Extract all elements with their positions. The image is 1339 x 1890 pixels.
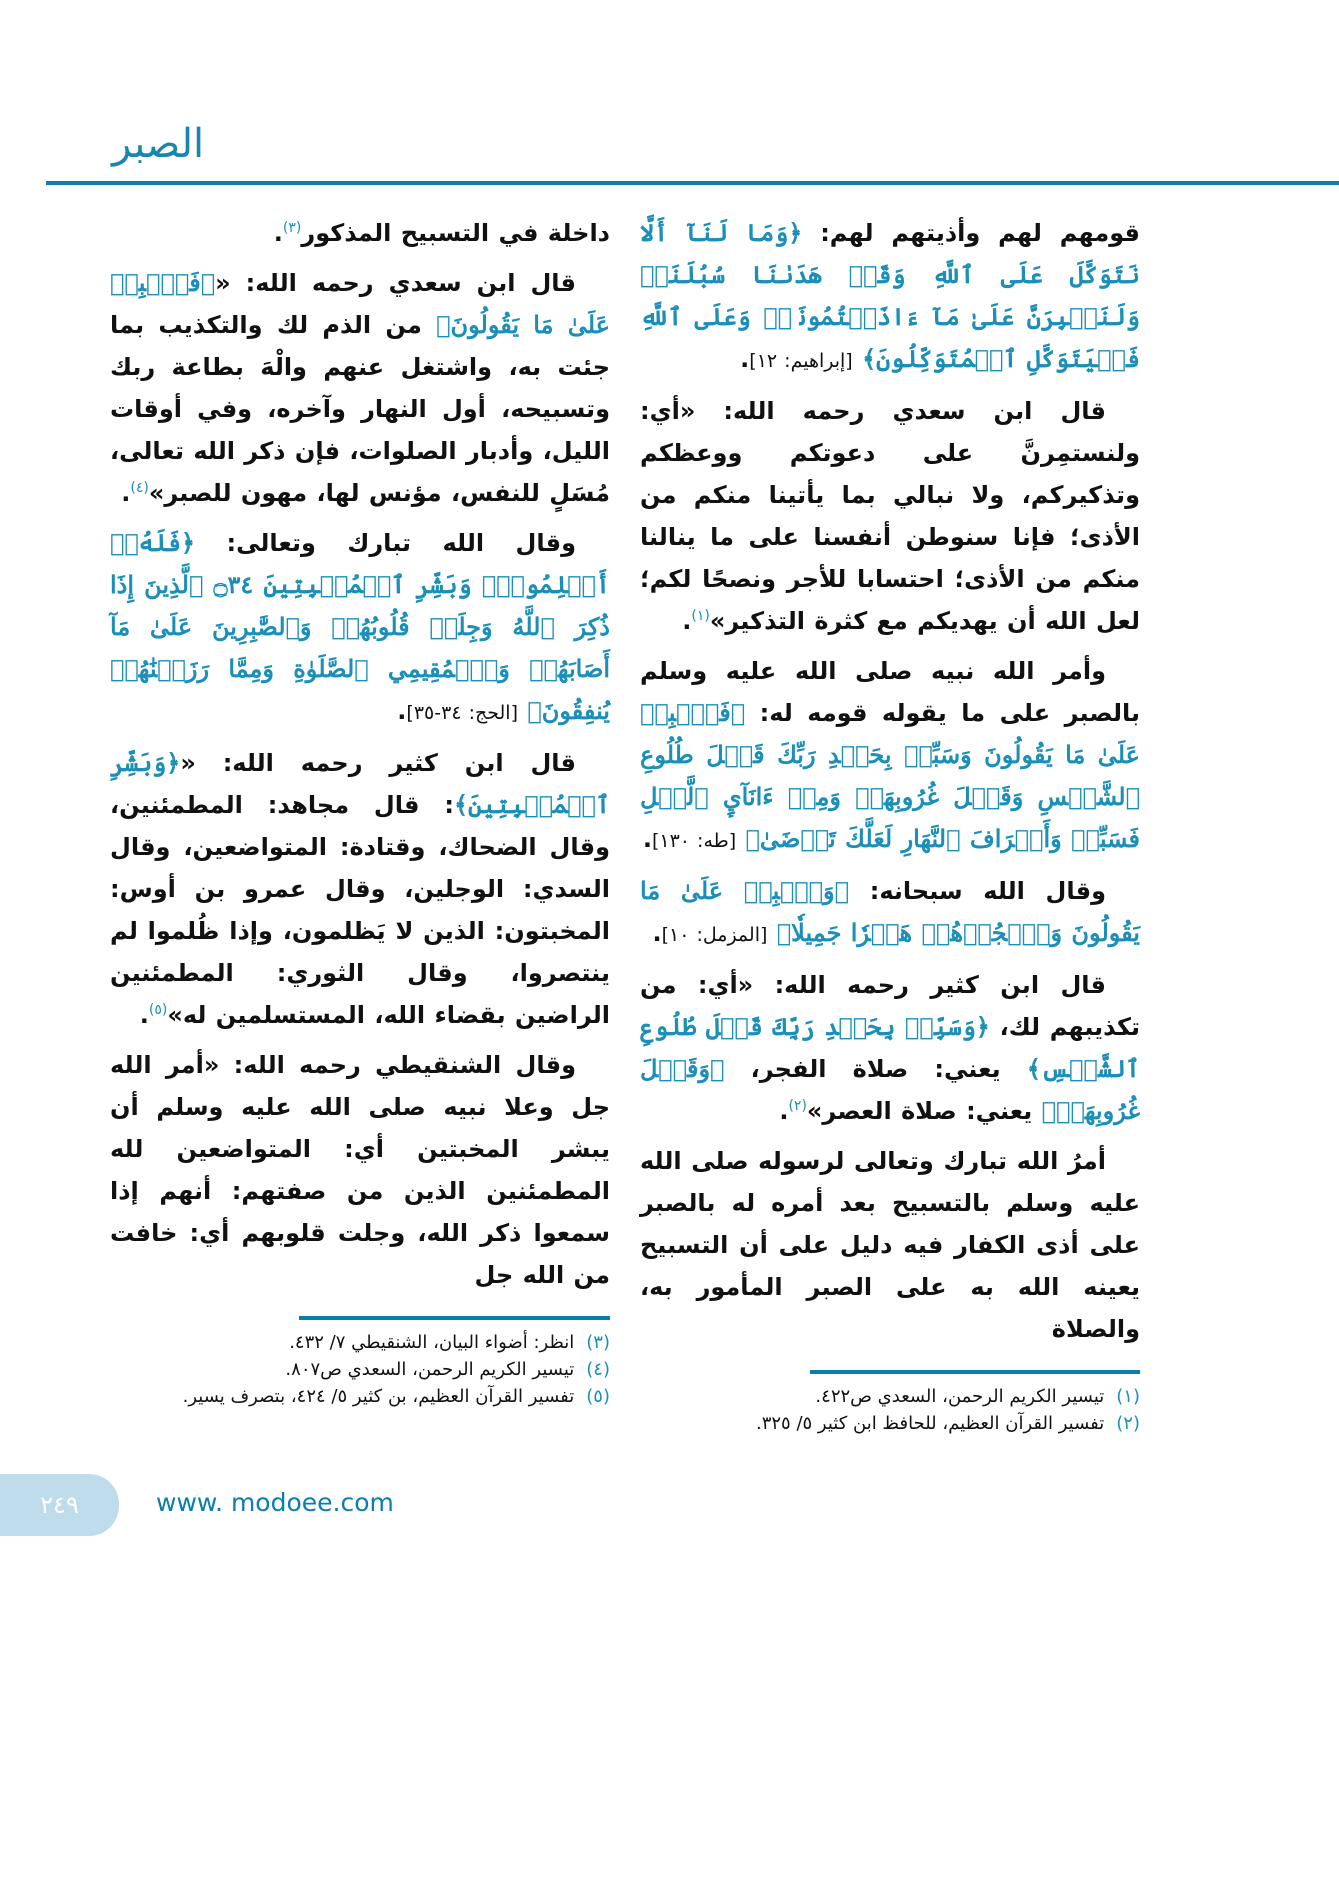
footnote	[640, 1411, 1140, 1436]
paragraph	[640, 1140, 1140, 1350]
page-footer	[0, 1474, 1339, 1576]
quran-verse: ﴿فَٱصۡبِرۡ عَلَىٰ مَا يَقُولُونَ وَسَبِّحۡ بِحَمۡدِ رَبِّكَ قَبۡلَ طُلُوعِ ٱلشَّمۡسِ وَقَبۡلَ غُرُوبِهَاۖ وَمِنۡ ءَانَآيِٕ ٱلَّيۡلِ فَسَبِّحۡ وَأَطۡرَافَ ٱلنَّهَارِ لَعَلَّكَ تَرۡضَىٰ﴾	[640, 698, 1140, 853]
period: .	[740, 345, 750, 373]
paragraph	[110, 262, 610, 514]
right-column	[640, 212, 1140, 1358]
verse-reference: [طه: ١٣٠]	[651, 830, 737, 852]
footnote-number: (٣)	[586, 1332, 610, 1353]
footnote-number: (٢)	[1116, 1413, 1140, 1434]
body-text: وقال الله سبحانه:	[849, 877, 1106, 905]
footnote-marker[interactable]: (٤)	[130, 480, 149, 496]
body-text: وأمر الله نبيه صلى الله عليه وسلم بالصبر على ما يقوله قومه له:	[640, 657, 1140, 727]
period: .	[273, 219, 283, 247]
page-number-tab	[0, 1474, 119, 1536]
footnote	[110, 1330, 610, 1355]
paragraph	[110, 742, 610, 1036]
footnotes-left	[110, 1330, 610, 1411]
quran-verse: ﴿فَٱصۡبِرۡ عَلَىٰ مَا يَقُولُونَ﴾	[110, 268, 610, 339]
footnote-divider	[810, 1370, 1140, 1374]
paragraph	[640, 964, 1140, 1132]
body-text: : قال مجاهد: المطمئنين، وقال الضحاك، وقتادة: المتواضعين، وقال السدي: الوجلين، وقال عمرو بن أوس: المخبتون: الذين لا يَظلمون، وإذا ظُلموا لم ينتصروا، وقال الثوري: المطمئنين الراضين بقضاء الله، المستسلمين له»	[110, 791, 610, 1029]
paragraph	[640, 870, 1140, 956]
period: .	[139, 1001, 149, 1029]
verse-reference: [الحج: ٣٤-٣٥]	[406, 702, 518, 724]
period: .	[682, 607, 692, 635]
body-text: وقال الشنقيطي رحمه الله: «أمر الله جل وعلا نبيه صلى الله عليه وسلم أن يبشر المخبتين أي: المتواضعين لله المطمئنين الذين من صفتهم: أنهم إذا سمعوا ذكر الله، وجلت قلوبهم أي: خافت من الله جل	[110, 1051, 610, 1289]
page-number: ٢٤٩	[40, 1491, 79, 1519]
footnote-marker[interactable]: (١)	[691, 608, 710, 624]
quran-verse: ﴿وَسَبِّحۡ بِحَمۡدِ رَبِّكَ قَبۡلَ طُلُوعِ ٱلشَّمۡسِ﴾	[640, 1012, 1140, 1083]
footnotes-right	[640, 1384, 1140, 1438]
period: .	[779, 1097, 789, 1125]
quran-verse: ﴿وَبَشِّرِ ٱلۡمُخۡبِتِينَ﴾	[110, 748, 610, 819]
period: .	[397, 697, 407, 725]
body-text: قومهم لهم وأذيتهم لهم:	[802, 219, 1141, 247]
footnote	[110, 1357, 610, 1382]
paragraph	[110, 1044, 610, 1296]
footnote-marker[interactable]: (٥)	[148, 1002, 168, 1018]
body-text: يعني: صلاة الفجر،	[724, 1055, 1027, 1083]
footnote-text: تفسير القرآن العظيم، للحافظ ابن كثير ٥/ ٣٢٥.	[755, 1413, 1105, 1434]
body-text: يعني: صلاة العصر»	[806, 1097, 1042, 1125]
right-column-wrap	[640, 212, 1140, 1438]
body-text: قال ابن سعدي رحمه الله: «أي: ولنستمِرنَّ على دعوتكم ووعظكم وتذكيركم، ولا نبالي بما يأتينا منكم من الأذى؛ فإنا سنوطن أنفسنا على ما ينالنا منكم من الأذى؛ احتسابا للأجر ونصحًا لكم؛ لعل الله أن يهديكم مع كثرة التذكير»	[640, 397, 1140, 635]
body-text: داخلة في التسبيح المذكور	[301, 219, 610, 247]
body-text: من الذم لك والتكذيب بما جئت به، واشتغل عنهم والْهَ بطاعة ربك وتسبيحه، أول النهار وآخره، وفي أوقات الليل، وأدبار الصلوات، فإن ذكر الله تعالى، مُسَلٍ للنفس، مؤنس لها، مهون للصبر»	[110, 311, 610, 507]
period: .	[652, 919, 662, 947]
quran-verse: ﴿فَلَهُۥٓ أَسۡلِمُواْۗ وَبَشِّرِ ٱلۡمُخۡبِتِينَ ۝٣٤ ٱلَّذِينَ إِذَا ذُكِرَ ٱللَّهُ وَجِلَتۡ قُلُوبُهُمۡ وَٱلصَّٰبِرِينَ عَلَىٰ مَآ أَصَابَهُمۡ وَٱلۡمُقِيمِي ٱلصَّلَوٰةِ وَمِمَّا رَزَقۡنَٰهُمۡ يُنفِقُونَ﴾	[110, 528, 610, 725]
body-text: قال ابن سعدي رحمه الله: «	[215, 269, 576, 297]
chapter-title: الصبر	[112, 121, 205, 167]
footnote-number: (١)	[1116, 1386, 1140, 1407]
left-column-wrap	[110, 212, 610, 1411]
footnote-marker[interactable]: (٢)	[788, 1098, 807, 1114]
body-text: قال ابن كثير رحمه الله: «	[180, 749, 576, 777]
footnote-text: تيسير الكريم الرحمن، السعدي ص٨٠٧.	[285, 1359, 575, 1380]
paragraph	[110, 522, 610, 734]
paragraph	[640, 390, 1140, 642]
footnote-marker[interactable]: (٣)	[282, 220, 302, 236]
quran-verse: ﴿وَٱصۡبِرۡ عَلَىٰ مَا يَقُولُونَ وَٱهۡجُرۡهُمۡ هَجۡرٗا جَمِيلٗا﴾	[640, 876, 1140, 947]
quran-verse: ﴿وَقَبۡلَ غُرُوبِهَاۖ﴾	[640, 1054, 1140, 1125]
paragraph	[640, 650, 1140, 862]
two-column-body	[110, 0, 1140, 1438]
paragraph	[640, 212, 1140, 382]
period: .	[121, 479, 131, 507]
period: .	[642, 825, 652, 853]
verse-reference: [المزمل: ١٠]	[661, 924, 768, 946]
paragraph	[110, 212, 610, 254]
body-text: وقال الله تبارك وتعالى:	[195, 529, 576, 557]
footnote-text: تفسير القرآن العظيم، بن كثير ٥/ ٤٢٤، بتصرف يسير.	[182, 1386, 575, 1407]
body-text: أمرُ الله تبارك وتعالى لرسوله صلى الله عليه وسلم بالتسبيح بعد أمره له بالصبر على أذى الكفار فيه دليل على أن التسبيح يعينه الله به على الصبر المأمور به، والصلاة	[640, 1147, 1140, 1343]
quran-verse: ﴿وَمَا لَنَآ أَلَّا نَتَوَكَّلَ عَلَى ٱللَّهِ وَقَدۡ هَدَىٰنَا سُبُلَنَاۚ وَلَنَصۡبِرَنَّ عَلَىٰ مَآ ءَاذَيۡتُمُونَاۚ وَعَلَى ٱللَّهِ فَلۡيَتَوَكَّلِ ٱلۡمُتَوَكِّلُونَ﴾	[640, 218, 1140, 373]
footnote-text: انظر: أضواء البيان، الشنقيطي ٧/ ٤٣٢.	[289, 1332, 575, 1353]
footnote-divider	[299, 1316, 610, 1320]
website-link[interactable]: www. modoee.com	[156, 1488, 394, 1517]
footnote-number: (٤)	[586, 1359, 610, 1380]
verse-reference: [إبراهيم: ١٢]	[749, 350, 853, 372]
footnote-text: تيسير الكريم الرحمن، السعدي ص٤٢٢.	[815, 1386, 1105, 1407]
left-column	[110, 212, 610, 1304]
footnote-number: (٥)	[586, 1386, 610, 1407]
footnote	[110, 1384, 610, 1409]
footnote	[640, 1384, 1140, 1409]
body-text: قال ابن كثير رحمه الله: «أي: من تكذيبهم لك،	[640, 971, 1140, 1041]
